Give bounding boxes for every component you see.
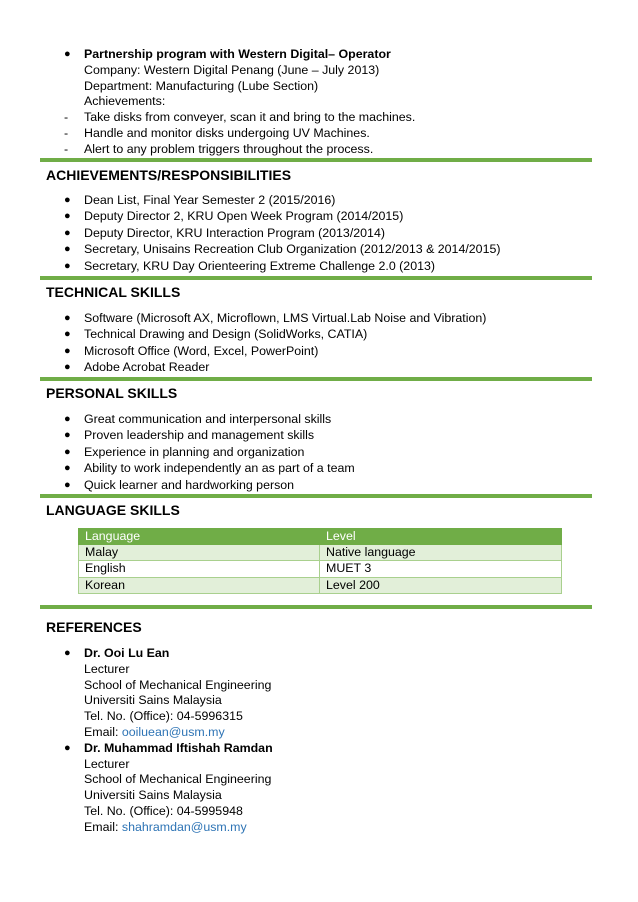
- bullet-icon: ●: [64, 478, 71, 491]
- dash-icon: -: [64, 141, 69, 156]
- dash-icon: -: [64, 110, 69, 125]
- technical-skills-list: [64, 310, 486, 376]
- experience-company: Company: Western Digital Penang (June – July 2013): [84, 62, 380, 77]
- bullet-icon: ●: [64, 194, 71, 206]
- language-cell: Malay: [79, 545, 320, 561]
- level-cell: Level 200: [320, 577, 562, 593]
- task-item: - Handle and monitor disks undergoing UV Machines.: [64, 125, 370, 140]
- list-item: ● Ability to work independently an as part of a team: [64, 461, 355, 476]
- language-table: [78, 528, 562, 594]
- list-item: ● Proven leadership and management skills: [64, 428, 315, 443]
- column-header-level: Level: [320, 529, 562, 545]
- reference-university: Universiti Sains Malaysia: [84, 693, 222, 708]
- section-divider: [40, 158, 592, 162]
- references-list: [64, 645, 273, 835]
- list-item: ● Software (Microsoft AX, Microflown, LMS Virtual.Lab Noise and Vibration): [64, 311, 487, 325]
- list-item: ● Microsoft Office (Word, Excel, PowerPoint): [64, 343, 319, 358]
- language-cell: Korean: [79, 577, 320, 593]
- reference-tel: Tel. No. (Office): 04-5996315: [84, 709, 243, 724]
- language-cell: English: [79, 561, 320, 577]
- personal-skills-heading: PERSONAL SKILLS: [46, 385, 178, 401]
- list-item: ● Secretary, Unisains Recreation Club Organization (2012/2013 & 2014/2015): [64, 242, 501, 257]
- reference-email-link[interactable]: ooiluean@usm.my: [121, 724, 225, 739]
- list-item: ● Deputy Director, KRU Interaction Program (2013/2014): [64, 225, 385, 240]
- bullet-icon: ●: [64, 462, 71, 475]
- bullet-icon: ●: [64, 413, 71, 425]
- reference-tel: Tel. No. (Office): 04-5995948: [84, 803, 243, 818]
- bullet-icon: ●: [64, 259, 71, 272]
- reference-position: Lecturer: [84, 756, 130, 771]
- technical-skills-heading: TECHNICAL SKILLS: [46, 284, 181, 300]
- table-row: [79, 561, 562, 577]
- reference-email-line: Email: ooiluean@usm.my: [84, 724, 225, 739]
- experience-content: [64, 46, 416, 157]
- bullet-icon: ●: [64, 429, 71, 442]
- bullet-icon: ●: [64, 312, 71, 324]
- dash-icon: -: [64, 125, 69, 140]
- section-divider: [40, 494, 592, 498]
- bullet-icon: ●: [64, 328, 71, 341]
- list-item: ● Quick learner and hardworking person: [64, 477, 295, 492]
- list-item: ● Secretary, KRU Day Orienteering Extreme Challenge 2.0 (2013): [64, 258, 435, 273]
- section-divider: [40, 377, 592, 381]
- bullet-icon: ●: [64, 210, 71, 223]
- reference-email-line: Email: shahramdan@usm.my: [84, 819, 247, 834]
- experience-title: Partnership program with Western Digital– Operator: [84, 47, 391, 61]
- list-item: ● Technical Drawing and Design (SolidWorks, CATIA): [64, 327, 368, 342]
- reference-university: Universiti Sains Malaysia: [84, 788, 222, 803]
- language-skills-heading: LANGUAGE SKILLS: [46, 502, 180, 518]
- bullet-icon: ●: [64, 48, 71, 60]
- table-row: [79, 577, 562, 593]
- level-cell: MUET 3: [320, 561, 562, 577]
- experience-department: Department: Manufacturing (Lube Section): [84, 78, 319, 93]
- reference-entry: [64, 740, 273, 835]
- section-divider: [40, 605, 592, 609]
- task-item: - Alert to any problem triggers throughout the process.: [64, 141, 374, 156]
- achievements-list: [64, 192, 500, 274]
- list-item: ● Dean List, Final Year Semester 2 (2015/2016): [64, 193, 336, 207]
- bullet-icon: ●: [64, 741, 71, 754]
- reference-position: Lecturer: [84, 661, 130, 676]
- bullet-icon: ●: [64, 226, 71, 239]
- experience-achievements-label: Achievements:: [84, 94, 166, 109]
- bullet-icon: ●: [64, 445, 71, 458]
- personal-skills-list: [64, 411, 355, 493]
- section-divider: [40, 276, 592, 280]
- reference-school: School of Mechanical Engineering: [84, 677, 272, 692]
- list-item: ● Deputy Director 2, KRU Open Week Program (2014/2015): [64, 209, 404, 224]
- achievements-heading: ACHIEVEMENTS/RESPONSIBILITIES: [46, 167, 292, 183]
- bullet-icon: ●: [64, 243, 71, 256]
- list-item: ● Experience in planning and organization: [64, 444, 305, 459]
- list-item: ● Great communication and interpersonal skills: [64, 412, 332, 426]
- level-cell: Native language: [320, 545, 562, 561]
- reference-name: Dr. Ooi Lu Ean: [84, 646, 170, 660]
- reference-email-link[interactable]: shahramdan@usm.my: [121, 819, 247, 834]
- reference-school: School of Mechanical Engineering: [84, 772, 272, 787]
- bullet-icon: ●: [64, 344, 71, 357]
- bullet-icon: ●: [64, 647, 71, 659]
- table-header-row: [79, 529, 562, 545]
- bullet-icon: ●: [64, 361, 71, 374]
- column-header-language: Language: [79, 529, 320, 545]
- task-item: - Take disks from conveyer, scan it and bring to the machines.: [64, 110, 416, 125]
- list-item: ● Adobe Acrobat Reader: [64, 360, 210, 375]
- table-row: [79, 545, 562, 561]
- references-heading: REFERENCES: [46, 619, 142, 635]
- reference-name: Dr. Muhammad Iftishah Ramdan: [84, 740, 273, 755]
- reference-entry: [64, 645, 273, 740]
